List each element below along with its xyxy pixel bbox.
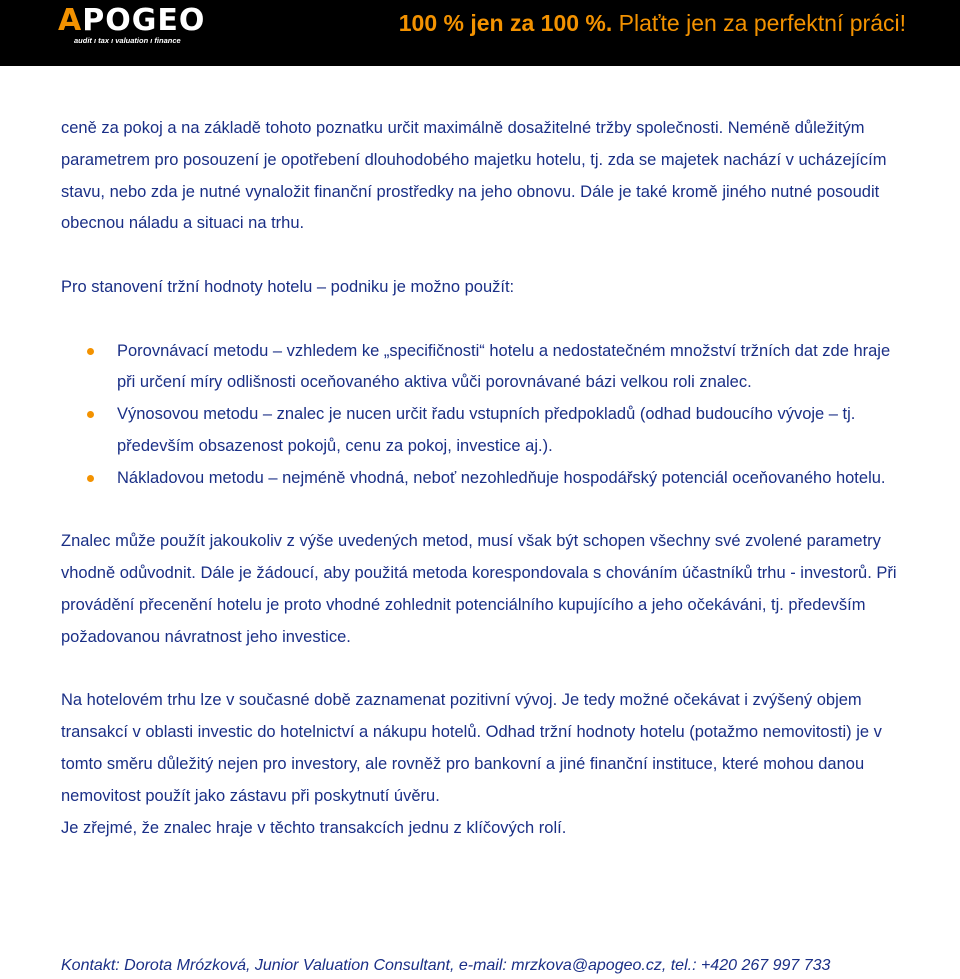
list-item: [61, 463, 911, 495]
tagline: [399, 9, 906, 37]
bullet-icon: [87, 348, 94, 355]
contact-suffix: , tel.: +420 267 997 733: [661, 957, 831, 974]
spacer: [61, 495, 911, 527]
paragraph-4: Je zřejmé, že znalec hraje v těchto transakcích jednu z klíčových rolí.: [61, 818, 567, 837]
list-item: [61, 399, 911, 463]
bullet-icon: [87, 475, 94, 482]
spacer: [61, 654, 911, 686]
list-intro: Pro stanovení tržní hodnoty hotelu – podniku je možno použít:: [61, 277, 515, 296]
tagline-highlight: 100 % jen za 100 %.: [398, 10, 613, 36]
paragraph-1: ceně za pokoj a na základě tohoto poznatku určit maximálně dosažitelné tržby společnosti. Neméně důležitým parametrem pro posouzení je opotřebení dlouhodobého majetku hotelu, tj. zda se majetek nachází v ucházejícím stavu, nebo zda je nutné vynaložit finanční prostředky na jeho obnovu. Dále je také kromě jiného nutné posoudit obecnou náladu a situaci na trhu.: [61, 119, 887, 233]
paragraph-3: Na hotelovém trhu lze v současné době zaznamenat pozitivní vývoj. Je tedy možné očekávat i zvýšený objem transakcí v oblasti investic do hotelnictví a nákupu hotelů. Odhad tržní hodnoty hotelu (potažmo nemovitosti) je v tomto směru důležitý nejen pro investory, ale rovněž pro bankovní a jiné finanční instituce, které mohou danou nemovitost použít jako zástavu při poskytnutí úvěru.: [61, 691, 882, 805]
logo-letter-a: A: [58, 3, 83, 38]
apogeo-logo[interactable]: [58, 4, 218, 64]
tagline-rest: Plaťte jen za perfektní práci!: [612, 10, 906, 36]
contact-prefix: Kontakt: Dorota Mrózková, Junior Valuation Consultant, e-mail:: [61, 957, 512, 974]
list-item-text: Porovnávací metodu – vzhledem ke „specifičnosti“ hotelu a nedostatečném množství tržních dat zde hraje při určení míry odlišnosti oceňovaného aktiva vůči porovnávané bázi velkou roli znalec.: [117, 341, 891, 392]
list-item: [61, 336, 911, 400]
logo-wordmark: [58, 4, 205, 38]
contact-footer: [61, 955, 830, 977]
email-link[interactable]: mrzkova@apogeo.cz: [511, 957, 662, 974]
logo-subtitle: audit ı tax ı valuation ı finance: [74, 36, 181, 45]
paragraph-2: Znalec může použít jakoukoliv z výše uvedených metod, musí však být schopen všechny své zvolené parametry vhodně odůvodnit. Dále je žádoucí, aby použitá metoda korespondovala s chováním účastníků trhu - investorů. Při provádění přecenění hotelu je proto vhodné zohlednit potenciálního kupujícího a jeho očekáváni, tj. především požadovanou návratnost jeho investice.: [61, 532, 897, 646]
logo-letters: POGEO: [82, 3, 206, 38]
header-bar: [0, 0, 960, 66]
methods-list: [61, 336, 911, 495]
article-body: [61, 113, 911, 844]
list-item-text: Výnosovou metodu – znalec je nucen určit řadu vstupních předpokladů (odhad budoucího vývoje – tj. především obsazenost pokojů, cenu za pokoj, investice aj.).: [117, 405, 856, 455]
bullet-icon: [87, 411, 94, 418]
spacer: [61, 304, 911, 336]
list-item-text: Nákladovou metodu – nejméně vhodná, neboť nezohledňuje hospodářský potenciál oceňovaného hotelu.: [117, 468, 886, 487]
spacer: [61, 240, 911, 272]
